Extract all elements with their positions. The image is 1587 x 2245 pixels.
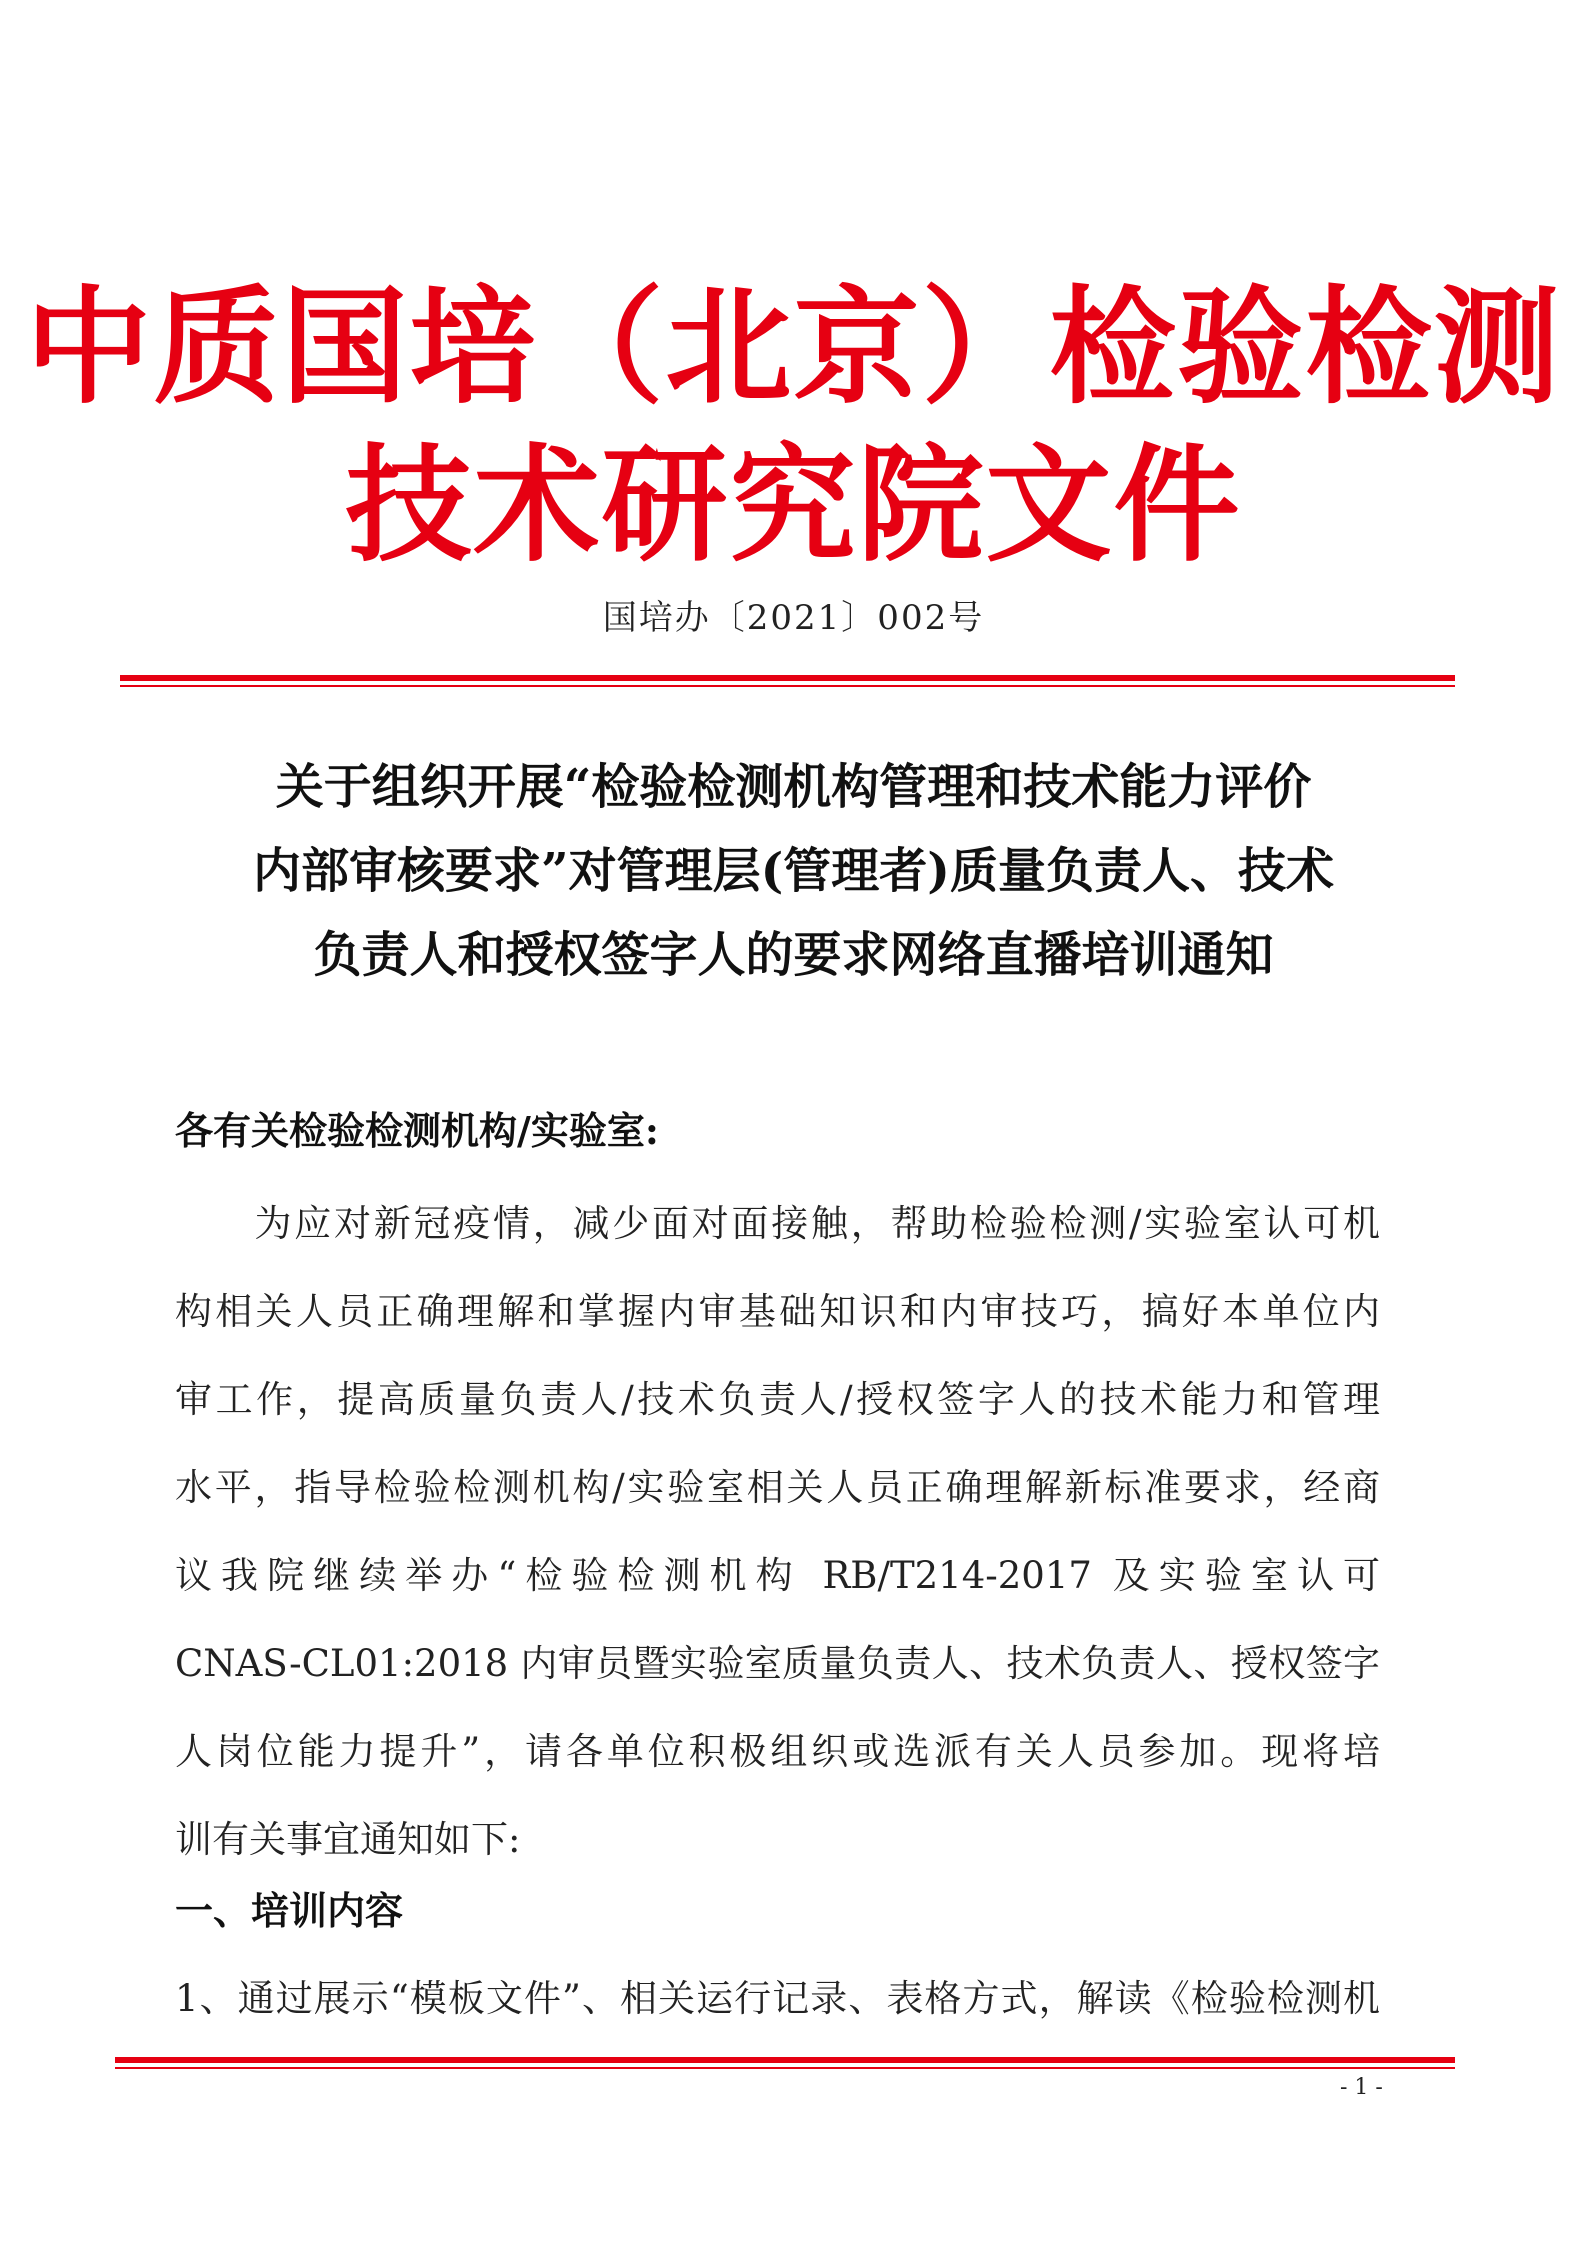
notice-title-line3: 负责人和授权签字人的要求网络直播培训通知: [313, 927, 1274, 983]
section-heading: 一、培训内容: [175, 1888, 404, 1933]
org-title-line2: 技术研究院文件: [345, 431, 1242, 579]
body-line: 人岗位能力提升”，请各单位积极组织或选派有关人员参加。现将培: [175, 1730, 1380, 1773]
page-number: - 1 -: [1340, 2075, 1383, 2100]
body-line: 为应对新冠疫情，减少面对面接触，帮助检验检测/实验室认可机: [175, 1202, 1380, 1245]
body-paragraph: [175, 1180, 1380, 1884]
body-line: 训有关事宜通知如下:: [175, 1818, 521, 1861]
notice-title: [150, 745, 1437, 997]
header-divider-thick: [120, 675, 1455, 681]
footer-divider-thick: [115, 2057, 1455, 2063]
body-line: CNAS-CL01:2018 内审员暨实验室质量负责人、技术负责人、授权签字: [175, 1642, 1380, 1685]
item-line: 1、通过展示“模板文件”、相关运行记录、表格方式，解读《检验检测机: [175, 1977, 1380, 2020]
body-line: 审工作，提高质量负责人/技术负责人/授权签字人的技术能力和管理: [175, 1378, 1380, 1421]
salutation: 各有关检验检测机构/实验室:: [175, 1108, 659, 1153]
body-line: 议我院继续举办“检验检测机构 RB/T214-2017 及实验室认可: [175, 1554, 1380, 1597]
body-line: 构相关人员正确理解和掌握内审基础知识和内审技巧，搞好本单位内: [175, 1290, 1380, 1333]
header-divider: [120, 675, 1455, 687]
item-paragraph: [175, 1955, 1380, 2043]
document-number: 国培办〔2021〕002号: [602, 598, 985, 638]
org-title-line1: 中质国培（北京）检验检测: [25, 273, 1562, 421]
footer-divider-thin: [115, 2067, 1455, 2069]
notice-title-line1: 关于组织开展“检验检测机构管理和技术能力评价: [275, 759, 1312, 815]
footer-divider: [115, 2057, 1455, 2069]
header-divider-thin: [120, 685, 1455, 687]
notice-title-line2: 内部审核要求”对管理层(管理者)质量负责人、技术: [252, 843, 1335, 899]
body-line: 水平，指导检验检测机构/实验室相关人员正确理解新标准要求，经商: [175, 1466, 1380, 1509]
